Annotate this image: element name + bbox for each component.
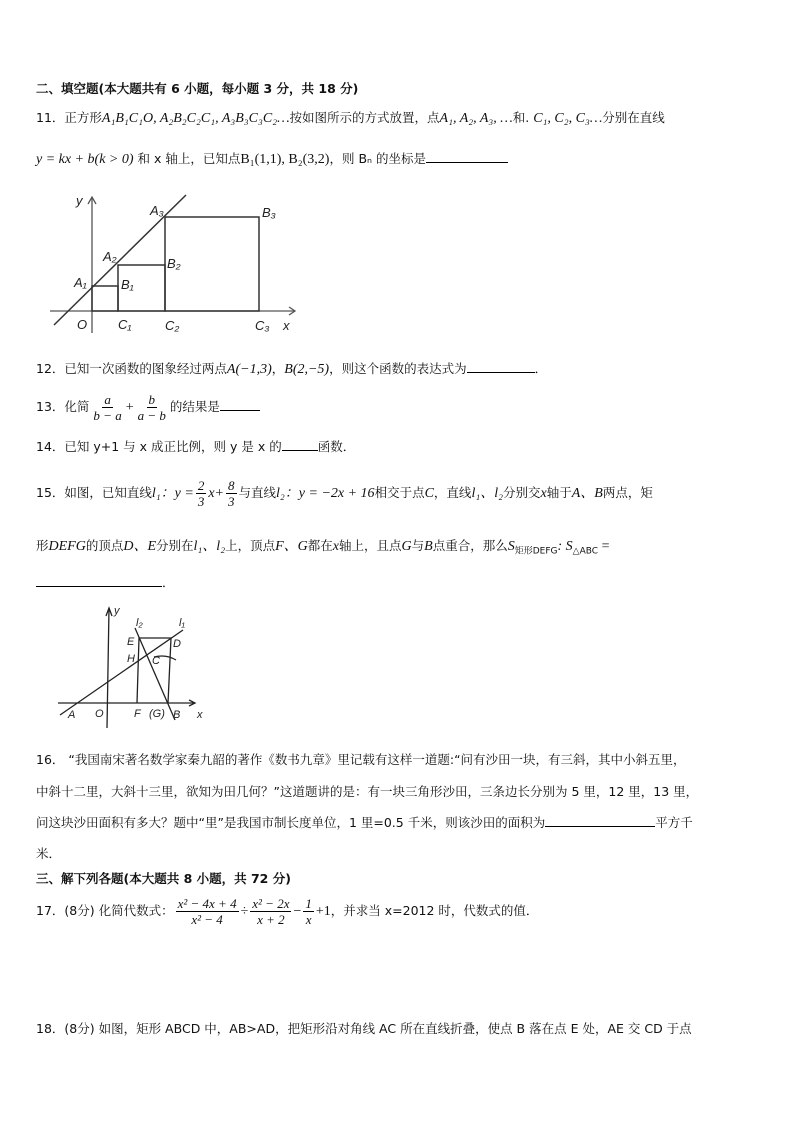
math: l₁、l₂: [471, 486, 503, 501]
question-16-line-3: [36, 813, 693, 831]
math: D、E: [123, 539, 157, 554]
text: ，直线: [433, 485, 472, 500]
question-17: [36, 896, 538, 927]
fraction: [250, 896, 291, 927]
text: 已知一次函数的图象经过两点: [64, 361, 227, 376]
numerator: 2: [197, 478, 205, 493]
y-axis: [107, 608, 109, 728]
math: =: [598, 539, 610, 554]
answer-blank[interactable]: [467, 360, 535, 373]
figure-lines-rectangle: [50, 600, 220, 730]
math: A₁, A₂, A₃, …: [439, 111, 513, 126]
label: A: [68, 709, 76, 721]
text: ，则这个函数的表达式为: [329, 361, 467, 376]
text: 都在: [307, 538, 333, 553]
label: D: [173, 638, 181, 650]
text: 如图，已知直线: [64, 485, 152, 500]
math: C₁, C₂, C₃…: [533, 111, 603, 126]
question-number: 13．: [36, 399, 65, 414]
fraction: [303, 896, 314, 927]
label: C₃: [255, 318, 270, 333]
text: 正方形: [64, 110, 102, 125]
question-16-line-4: 米．: [36, 846, 62, 861]
text: 上，顶点: [225, 538, 276, 553]
numerator: 8: [228, 478, 235, 493]
label: C: [152, 655, 160, 667]
math: −: [293, 904, 302, 919]
denominator: x² − 4: [191, 912, 223, 927]
math: G: [401, 539, 412, 554]
answer-blank[interactable]: [426, 150, 508, 163]
fraction: [136, 392, 168, 423]
text: 按如图所示的方式放置，点: [289, 110, 440, 125]
math: A、B: [571, 486, 603, 501]
label: B: [173, 709, 181, 721]
math: ÷: [240, 904, 249, 919]
numerator: x² − 4x + 4: [177, 896, 237, 911]
label: O: [95, 708, 104, 720]
numerator: 1: [305, 896, 312, 911]
denominator: 3: [197, 494, 205, 509]
fraction: [196, 478, 207, 509]
math: A(−1,3): [226, 362, 272, 377]
label: x: [283, 318, 290, 333]
question-11-line-1: [36, 108, 665, 127]
text: 形: [36, 538, 49, 553]
label: y: [76, 193, 83, 208]
text: 分别在直线: [602, 110, 665, 125]
math: x: [332, 539, 339, 554]
question-14: [36, 437, 355, 455]
label: x: [197, 709, 203, 721]
text: 分别交: [502, 485, 541, 500]
label: H: [127, 653, 135, 665]
math: B(2,−5): [284, 362, 330, 377]
question-number: 14．: [36, 439, 65, 454]
math: +: [125, 400, 134, 415]
question-number: 17．(8分) 化简代数式：: [36, 903, 174, 918]
label: F: [134, 708, 141, 720]
numerator: a: [104, 392, 111, 407]
math: l₂：y = −2x + 16: [276, 486, 375, 501]
question-13: [36, 392, 260, 423]
label: y: [114, 605, 120, 617]
label: B₃: [262, 205, 276, 220]
math: B₁(1,1), B₂(3,2): [240, 152, 330, 167]
text: 分别在: [156, 538, 194, 553]
math: A₁B₁C₁O, A₂B₂C₂C₁, A₃B₃C₃C₂…: [101, 111, 290, 126]
label: O: [77, 317, 88, 332]
label: l₂: [136, 617, 143, 629]
denominator: 3: [228, 494, 235, 509]
math: : S: [557, 539, 573, 554]
label: A₃: [150, 203, 164, 218]
label: B₁: [121, 277, 134, 292]
label: C₂: [165, 318, 180, 333]
text: 和.: [512, 110, 530, 125]
fraction: [91, 392, 123, 423]
text: ，则 Bₙ 的坐标是: [329, 151, 426, 166]
question-15-line-2: [36, 535, 609, 557]
label: A₁: [74, 275, 87, 290]
text: 的顶点: [85, 538, 124, 553]
math: l₁：y =: [151, 486, 194, 501]
text: ，: [271, 361, 285, 376]
answer-blank[interactable]: [545, 814, 655, 827]
math: +1: [315, 904, 331, 919]
text: 与: [411, 538, 425, 553]
question-number: 15．: [36, 485, 65, 500]
text: 函数．: [317, 439, 356, 454]
label: E: [127, 636, 135, 648]
label: l₁: [179, 617, 185, 629]
numerator: b: [148, 392, 155, 407]
question-16-line-1: 16． “我国南宋著名数学家秦九韶的著作《数书九章》里记载有这样一道题:“问有沙田一块，有三斜，其中小斜五里，: [36, 752, 686, 767]
math: x: [540, 486, 547, 501]
denominator: a − b: [137, 408, 166, 423]
label: A₂: [103, 249, 117, 264]
math: y = kx + b(k > 0): [36, 152, 134, 167]
label: (G): [149, 708, 165, 720]
subscript: 矩形DEFG: [514, 546, 558, 557]
question-15-line-3: [36, 573, 175, 591]
denominator: x + 2: [257, 912, 285, 927]
text: ．: [534, 361, 548, 376]
math: C: [424, 486, 434, 501]
line-l1: [60, 630, 183, 715]
denominator: b − a: [93, 408, 122, 423]
text: 问这块沙田面积有多大？题中“里”是我国市制长度单位，1 里=0.5 千米，则该沙田的面积为: [36, 815, 546, 830]
fraction: [226, 478, 237, 509]
text: 相交于点: [374, 485, 425, 500]
question-15-line-1: [36, 478, 653, 509]
question-16-line-2: 中斜十二里，大斜十三里，欲知为田几何？”这道题讲的是：有一块三角形沙田，三条边长分别为 5 里，12 里，13 里，: [36, 784, 699, 799]
label: B₂: [167, 256, 181, 271]
text: ．: [162, 575, 175, 590]
question-18-line-1: 18．(8分) 如图，矩形 ABCD 中，AB>AD，把矩形沿对角线 AC 所在直线折叠，使点 B 落在点 E 处，AE 交 CD 于点: [36, 1021, 692, 1036]
math: B: [424, 539, 433, 554]
text: 两点，矩: [602, 485, 653, 500]
answer-blank[interactable]: [220, 398, 260, 411]
text: 已知 y+1 与 x 成正比例，则 y 是 x 的: [64, 439, 282, 454]
question-12: [36, 359, 547, 378]
math: DEFG: [48, 539, 86, 554]
text: 的结果是: [169, 399, 220, 414]
text: 轴于: [546, 485, 572, 500]
section-2-title: 二、填空题(本大题共有 6 小题，每小题 3 分，共 18 分): [36, 81, 359, 96]
numerator: x² − 2x: [252, 896, 290, 911]
answer-blank[interactable]: [36, 574, 162, 587]
text: 平方千: [655, 815, 693, 830]
question-number: 11．: [36, 110, 65, 125]
text: 点重合，那么: [432, 538, 508, 553]
math: F、G: [275, 539, 308, 554]
text: 化简: [64, 399, 90, 414]
fraction: [176, 896, 239, 927]
text: ，并求当 x=2012 时，代数式的值．: [330, 903, 539, 918]
text: 轴上，且点: [338, 538, 402, 553]
figure-squares: [40, 185, 310, 335]
text: 与直线: [238, 485, 277, 500]
square-1: [92, 286, 118, 311]
question-number: 12．: [36, 361, 65, 376]
math: S: [507, 539, 515, 554]
section-3-title: 三、解下列各题(本大题共 8 小题，共 72 分): [36, 871, 291, 886]
label: C₁: [118, 317, 132, 332]
denominator: x: [305, 912, 312, 927]
math: l₁、l₂: [193, 539, 226, 554]
math: x+: [208, 486, 225, 501]
text: 和 x 轴上，已知点: [137, 151, 241, 166]
answer-blank[interactable]: [282, 438, 318, 451]
question-11-line-2: [36, 149, 508, 168]
subscript: △ABC: [572, 546, 599, 557]
